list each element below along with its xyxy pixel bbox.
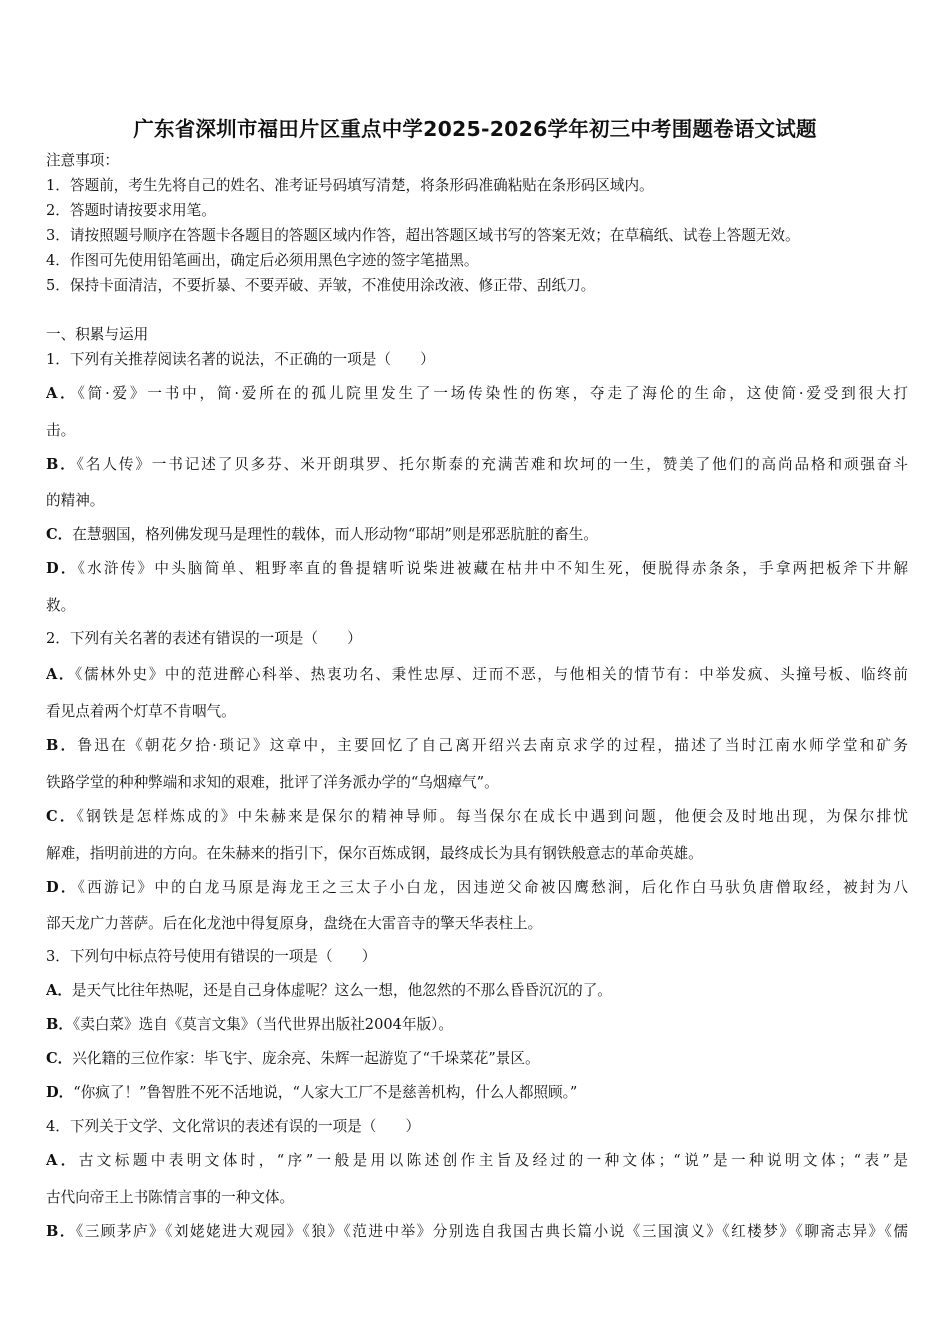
question-2-option-c-cont: 解难，指明前进的方向。在朱赫来的指引下，保尔百炼成钢，最终成长为具有钢铁般意志的革命英雄。	[46, 845, 703, 862]
option-text: 兴化籍的三位作家：毕飞宇、庞余亮、朱辉一起游览了“千垛菜花”景区。	[72, 1050, 540, 1067]
question-3-option-a	[46, 981, 908, 1001]
exam-title: 广东省深圳市福田片区重点中学2025-2026学年初三中考围题卷语文试题	[133, 117, 817, 141]
option-letter: C．	[46, 808, 77, 825]
question-2-option-c	[46, 807, 908, 827]
question-1-option-d-cont: 救。	[46, 597, 76, 614]
notice-item-3: 3．请按照题号顺序在答题卡各题目的答题区域内作答，超出答题区域书写的答案无效；在草稿纸、试卷上答题无效。	[46, 227, 800, 244]
notice-item-1: 1．答题前，考生先将自己的姓名、准考证号码填写清楚，将条形码准确粘贴在条形码区域内。	[46, 177, 654, 194]
question-4-stem: 4．下列关于文学、文化常识的表述有误的一项是（ ）	[46, 1118, 421, 1135]
notice-item-5: 5．保持卡面清洁，不要折暴、不要弄破、弄皱，不准使用涂改液、修正带、刮纸刀。	[46, 277, 596, 294]
question-3-option-b	[46, 1015, 908, 1035]
option-text: 《西游记》中的白龙马原是海龙王之三太子小白龙，因违逆父命被囚鹰愁涧，后化作白马驮负唐僧取经，被封为八	[77, 879, 908, 896]
question-3-option-d	[46, 1083, 908, 1103]
question-2-option-a	[46, 665, 908, 685]
question-2-option-d	[46, 878, 908, 898]
question-1-option-a	[46, 384, 908, 404]
option-letter: B．	[46, 737, 78, 754]
notice-item-2: 2．答题时请按要求用笔。	[46, 202, 216, 219]
notice-item-4: 4．作图可先使用铅笔画出，确定后必须用黑色字迹的签字笔描黑。	[46, 252, 479, 269]
option-text: 《卖白菜》选自《莫言文集》（当代世界出版社2004年版）。	[72, 1016, 454, 1033]
question-4-option-b	[46, 1222, 908, 1242]
question-3-stem: 3．下列句中标点符号使用有错误的一项是（ ）	[46, 948, 377, 965]
question-1-option-b	[46, 455, 908, 475]
option-letter: A．	[46, 666, 76, 683]
question-4-option-a-cont: 古代向帝王上书陈情言事的一种文体。	[46, 1189, 295, 1206]
question-2-option-d-cont: 部天龙广力菩萨。后在化龙池中得复原身，盘绕在大雷音寺的擎天华表柱上。	[46, 915, 543, 932]
option-text: 《三顾茅庐》《刘姥姥进大观园》《狼》《范进中举》分别选自我国古典长篇小说《三国演义》《红楼梦》《聊斋志异》《儒	[75, 1223, 908, 1240]
option-text: 古文标题中表明文体时，“序”一般是用以陈述创作主旨及经过的一种文体；“说”是一种说明文体；“表”是	[78, 1152, 908, 1169]
question-3-option-c	[46, 1049, 908, 1069]
question-1-option-d	[46, 559, 908, 579]
notice-heading: 注意事项：	[46, 152, 119, 169]
question-1-option-a-cont: 击。	[46, 422, 76, 439]
question-2-option-b	[46, 736, 908, 756]
option-letter: D．	[46, 879, 78, 896]
option-text: 鲁迅在《朝花夕拾·琐记》这章中，主要回忆了自己离开绍兴去南京求学的过程，描述了当时江南水师学堂和矿务	[77, 737, 908, 754]
option-text: “你疯了！”鲁智胜不死不活地说，“人家大工厂不是慈善机构，什么人都照顾。”	[73, 1084, 578, 1101]
option-letter: C．	[46, 1050, 73, 1067]
question-4-option-a	[46, 1151, 908, 1171]
option-text: 《儒林外史》中的范进醉心科举、热衷功名、秉性忠厚、迂而不恶，与他相关的情节有：中举发疯、头撞号板、临终前	[75, 666, 908, 683]
option-letter: D．	[46, 560, 78, 577]
question-2-option-a-cont: 看见点着两个灯草不肯咽气。	[46, 703, 236, 720]
question-2-option-b-cont: 铁路学堂的种种弊端和求知的艰难，批评了洋务派办学的“乌烟瘴气”。	[46, 774, 499, 791]
option-letter: C．	[46, 526, 73, 543]
section-heading: 一、积累与运用	[46, 326, 149, 343]
option-text: 在慧骃国，格列佛发现马是理性的载体，而人形动物“耶胡”则是邪恶肮脏的畜生。	[72, 526, 598, 543]
option-letter: A．	[46, 1152, 79, 1169]
question-2-stem: 2．下列有关名著的表述有错误的一项是（ ）	[46, 630, 362, 647]
question-1-option-b-cont: 的精神。	[46, 492, 105, 509]
option-letter: D．	[46, 1084, 74, 1101]
option-letter: B．	[46, 1016, 73, 1033]
option-text: 《名人传》一书记述了贝多芬、米开朗琪罗、托尔斯泰的充满苦难和坎坷的一生，赞美了他们的高尚品格和顽强奋斗	[76, 456, 908, 473]
option-letter: B．	[46, 1223, 76, 1240]
option-text: 《简·爱》一书中，简·爱所在的孤儿院里发生了一场传染性的伤寒，夺走了海伦的生命，这使简·爱受到很大打	[77, 385, 908, 402]
question-1-stem: 1．下列有关推荐阅读名著的说法，不正确的一项是（ ）	[46, 351, 435, 368]
option-text: 是天气比往年热呢，还是自己身体虚呢？这么一想，他忽然的不那么昏昏沉沉的了。	[71, 982, 612, 999]
option-letter: B．	[46, 456, 77, 473]
option-text: 《钢铁是怎样炼成的》中朱赫来是保尔的精神导师。每当保尔在成长中遇到问题，他便会及时地出现，为保尔排忧	[76, 808, 908, 825]
question-1-option-c	[46, 525, 908, 545]
option-letter: A．	[46, 982, 72, 999]
option-text: 《水浒传》中头脑简单、粗野率直的鲁提辖听说柴进被藏在枯井中不知生死，便脱得赤条条，手拿两把板斧下井解	[77, 560, 908, 577]
option-letter: A．	[46, 385, 78, 402]
